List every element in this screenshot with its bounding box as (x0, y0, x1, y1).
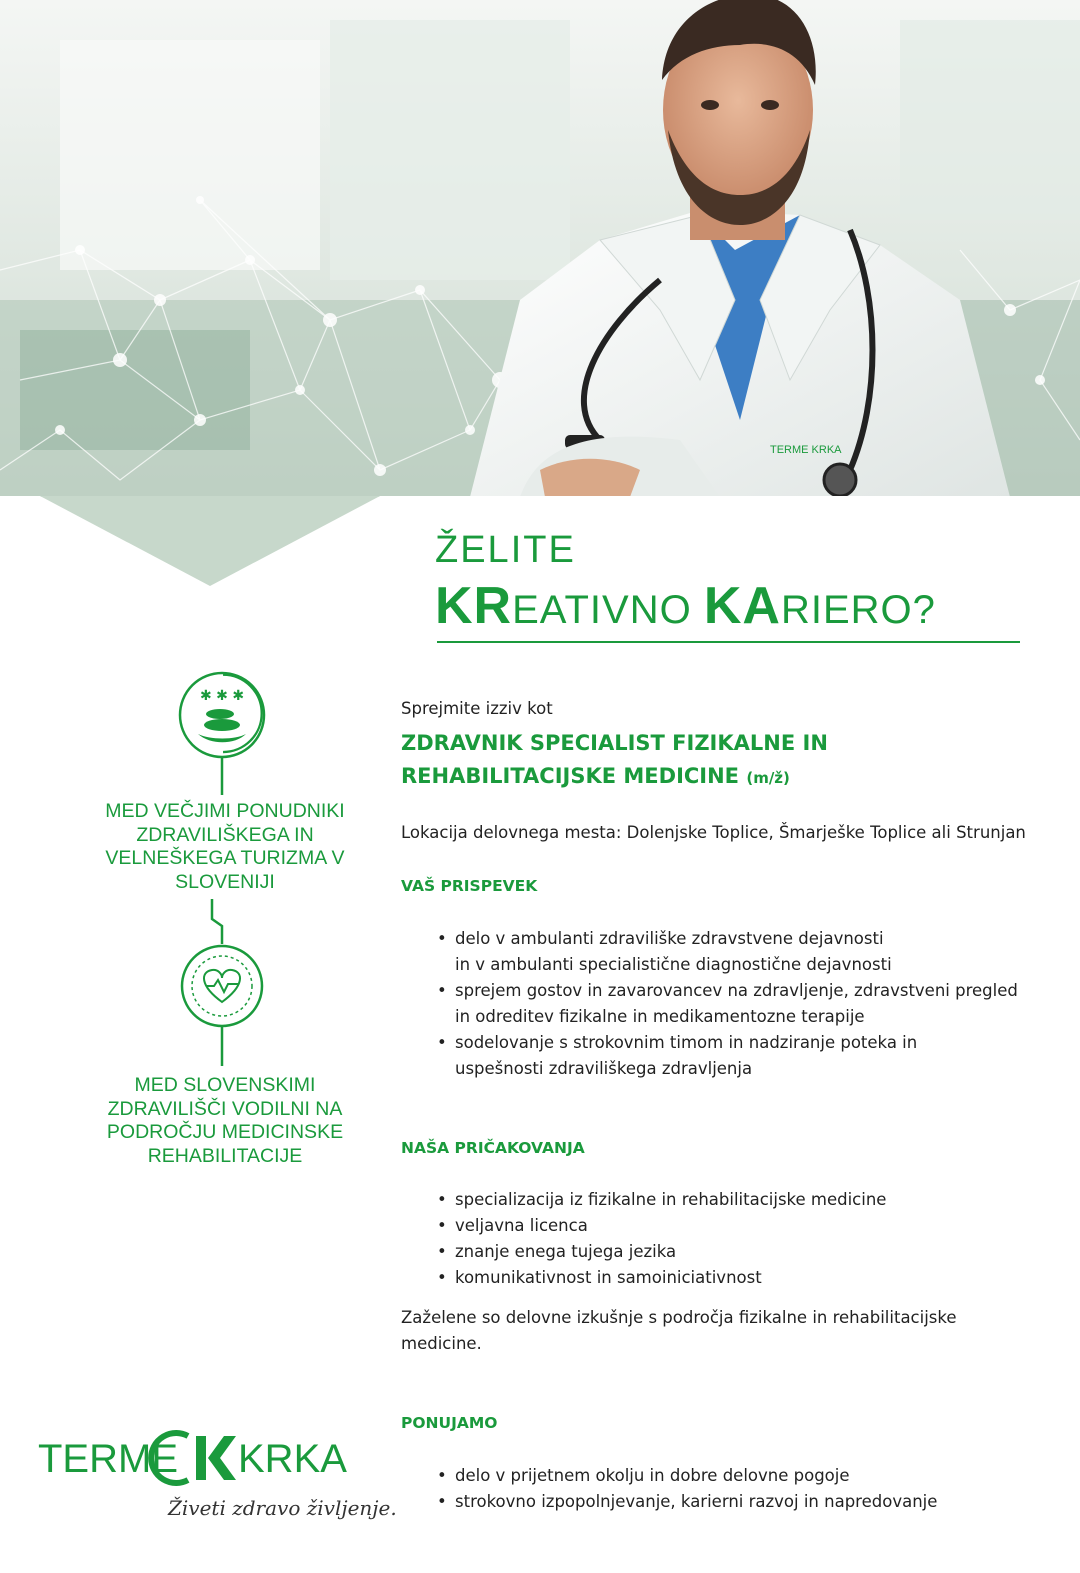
slogan: Živeti zdravo življenje. (168, 1496, 397, 1520)
list-item: • veljavna licenca (437, 1213, 1071, 1239)
hero-illustration (0, 0, 1080, 497)
list-item: • sprejem gostov in zavarovancev na zdravljenje, zdravstveni pregled in odreditev fizikalne in medikamentozne terapije (437, 978, 1071, 1030)
expectations-heading: NAŠA PRIČAKOVANJA (401, 1139, 585, 1157)
note-line2: medicine. (401, 1334, 482, 1353)
headline (435, 530, 936, 640)
offer-list (401, 1463, 1071, 1515)
claim-2: MED SLOVENSKIMI ZDRAVILIŠČI VODILNI NA PODROČJU MEDICINSKE REHABILITACIJE (106, 1074, 344, 1167)
claim-1: MED VEČJIMI PONUDNIKI ZDRAVILIŠKEGA IN VELNEŠKEGA TURIZMA V SLOVENIJI (105, 800, 345, 893)
expectations-note (401, 1305, 1071, 1357)
expectations-list (401, 1187, 1071, 1291)
note-line1: Zaželene so delovne izkušnje s področja fizikalne in rehabilitacijske (401, 1308, 957, 1327)
heart-seal-icon (60, 894, 390, 1074)
job-title (401, 727, 1071, 795)
list-item: • komunikativnost in samoiniciativnost (437, 1265, 1071, 1291)
headline-divider (437, 641, 1020, 643)
spa-stones-icon (60, 670, 390, 800)
contribution-list-wrap (401, 926, 1071, 1082)
list-item: • sodelovanje s strokovnim timom in nadziranje poteka in uspešnosti zdraviliškega zdravljenja (437, 1030, 1071, 1082)
list-item: • strokovno izpopolnjevanje, karierni razvoj in napredovanje (437, 1489, 1071, 1515)
job-location: Lokacija delovnega mesta: Dolenjske Toplice, Šmarješke Toplice ali Strunjan (401, 823, 1026, 842)
hero-image (0, 0, 1080, 497)
offer-heading: PONUJAMO (401, 1414, 498, 1432)
headline-ka-rest: RIERO? (780, 588, 936, 632)
headline-line2 (435, 576, 936, 640)
contribution-list (401, 926, 1071, 1082)
list-item: • delo v ambulanti zdraviliške zdravstvene dejavnosti in v ambulanti specialistične diagnostične dejavnosti (437, 926, 1071, 978)
job-intro: Sprejmite izziv kot (401, 699, 553, 718)
list-item: • delo v prijetnem okolju in dobre delovne pogoje (437, 1463, 1071, 1489)
terme-krka-logo (38, 1428, 348, 1492)
svg-text:✱ ✱ ✱: ✱ ✱ ✱ (200, 688, 245, 704)
list-item: • specializacija iz fizikalne in rehabilitacijske medicine (437, 1187, 1071, 1213)
contribution-heading: VAŠ PRISPEVEK (401, 877, 538, 895)
offer-list-wrap (401, 1463, 1071, 1515)
headline-line1: ŽELITE (435, 529, 576, 571)
headline-kr: KR (435, 577, 513, 635)
left-column (60, 670, 390, 1168)
logo-text-right: KRKA (238, 1437, 347, 1481)
logo-text-left: TERME (38, 1437, 178, 1481)
headline-kr-rest: EATIVNO (512, 588, 692, 632)
coat-logo: TERME KRKA (770, 444, 842, 456)
job-title-line1: ZDRAVNIK SPECIALIST FIZIKALNE IN (401, 731, 828, 755)
list-item: • znanje enega tujega jezika (437, 1239, 1071, 1265)
job-title-line2: REHABILITACIJSKE MEDICINE (401, 764, 740, 788)
headline-ka: KA (703, 577, 781, 635)
job-gender: (m/ž) (746, 769, 790, 787)
expectations-list-wrap (401, 1187, 1071, 1291)
